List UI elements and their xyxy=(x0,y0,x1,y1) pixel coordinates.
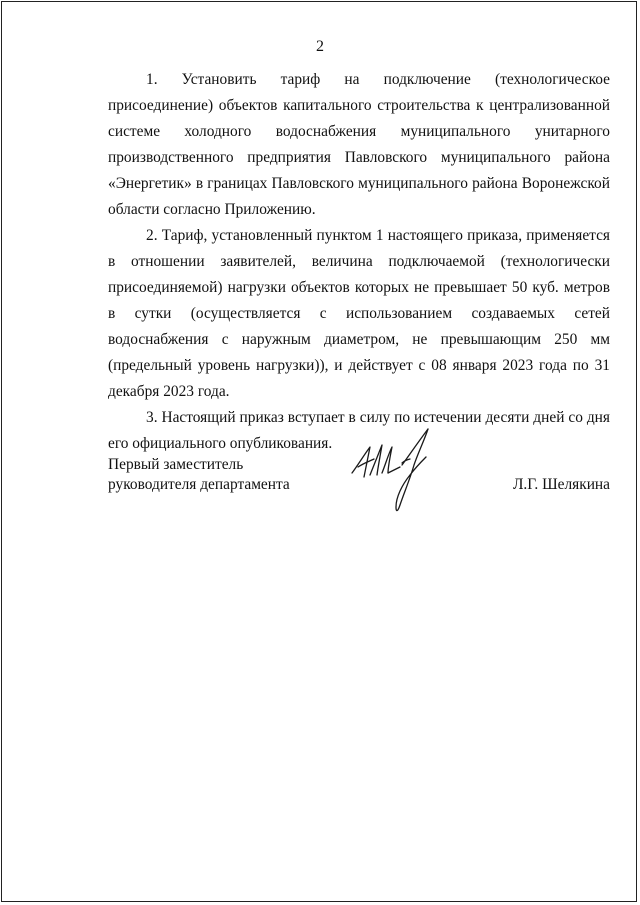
signatory-name: Л.Г. Шелякина xyxy=(512,476,610,493)
position-line-1: Первый заместитель xyxy=(108,456,244,473)
paragraph-3: 3. Настоящий приказ вступает в силу по истечении десяти дней со дня его официального опубликования. xyxy=(108,409,610,452)
handwritten-signature-icon xyxy=(344,427,444,517)
signatory-position xyxy=(108,455,290,495)
paragraph-2: 2. Тариф, установленный пунктом 1 настоящего приказа, применяется в отношении заявителей, величина подключаемой (технологически присоединяемой) нагрузки объектов которых не превышает 50 куб. метров в сутки (осуществляется с использованием создаваемых сетей водоснабжения с наружным диаметром, не превышающим 250 мм (предельный уровень нагрузки)), и действует с 08 января 2023 года по 31 декабря 2023 года. xyxy=(108,227,610,400)
document-body xyxy=(108,67,610,457)
paragraph-1: 1. Установить тариф на подключение (технологическое присоединение) объектов капитального строительства к централизованной системе холодного водоснабжения муниципального унитарного производственного предприятия Павловского муниципального района «Энергетик» в границах Павловского муниципального района Воронежской области согласно Приложению. xyxy=(108,71,610,218)
signature-block xyxy=(108,455,610,525)
position-line-2: руководителя департамента xyxy=(108,476,290,493)
page-number: 2 xyxy=(316,38,324,55)
